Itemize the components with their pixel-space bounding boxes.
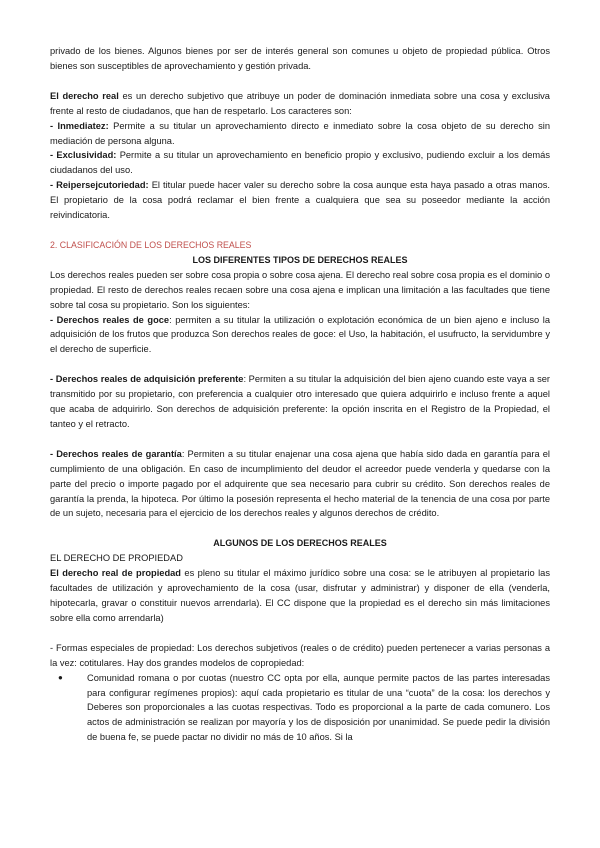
section-2-subtitle: LOS DIFERENTES TIPOS DE DERECHOS REALES <box>192 254 408 265</box>
section-3-title: ALGUNOS DE LOS DERECHOS REALES <box>213 538 387 549</box>
character-term: - Exclusividad: <box>50 150 117 161</box>
character-text: Permite a su titular un aprovechamiento en beneficio propio y exclusivo, pudiendo excluir a los demás ciudadanos del uso. <box>50 150 550 176</box>
special-forms-paragraph: - Formas especiales de propiedad: Los derechos subjetivos (reales o de crédito) pueden pertenecer a varias personas a la vez: cotitulares. Hay dos grandes modelos de copropiedad: <box>50 642 550 668</box>
section-2-intro: Los derechos reales pueden ser sobre cosa propia o sobre cosa ajena. El derecho real sobre cosa propia es el dominio o propiedad. El resto de derechos reales recaen sobre una cosa ajena e implican una limitación a las facultades que tiene sobre tal cosa su propietario. Son los siguientes: <box>50 269 550 310</box>
section-3-heading: EL DERECHO DE PROPIEDAD <box>50 553 183 564</box>
derecho-real-term: El derecho real <box>50 90 119 101</box>
character-text: Permite a su titular un aprovechamiento directo e inmediato sobre la cosa objeto de su derecho sin mediación de persona alguna. <box>50 120 551 146</box>
type-text: : Permiten a su titular la adquisición del bien ajeno cuando este vaya a ser transmitido por su propietario, con preferencia a cualquier otro interesado que quiera adquirirlo e incluso frente a aquel que acaba de adquirirlo. Son derechos de adquisición preferente: la opción inscrita en el Registro de la Propiedad, el tanteo y el retracto. <box>50 374 550 429</box>
type-goce <box>50 313 550 358</box>
type-text: : permiten a su titular la utilización o explotación económica de un bien ajeno e incluso la adquisición de los frutos que produzca Son derechos reales de goce: el Uso, la habitación, el usufructo, la servidumbre y el derecho de superficie. <box>50 314 550 355</box>
derecho-real-definition-text: es un derecho subjetivo que atribuye un poder de dominación inmediata sobre una cosa y exclusiva frente al resto de ciudadanos, que han de respetarlo. Los caracteres son: <box>50 90 550 116</box>
propiedad-term: El derecho real de propiedad <box>50 568 181 579</box>
type-term: - Derechos reales de garantía <box>50 448 182 459</box>
propiedad-definition <box>50 566 550 626</box>
section-2-title: 2. CLASIFICACIÓN DE LOS DERECHOS REALES <box>50 239 252 250</box>
type-adquisicion-preferente <box>50 372 550 432</box>
character-inmediatez <box>50 119 550 149</box>
list-item <box>58 671 550 746</box>
type-garantia <box>50 447 550 522</box>
list-item-text: Comunidad romana o por cuotas (nuestro CC opta por ella, aunque permite pactos de las partes interesadas para configurar regímenes propios): aquí cada propietario es titular de una “cuota” de la cosa: los derechos y Deberes son proporcionales a las cuotas respectivas. Todo es proporcional a la parte de cada comunero. Los actos de administración se realizan por mayoría y los de disposición por unanimidad. Se puede pedir la división de buena fe, se puede pactar no dividir no más de 10 años. Si la <box>87 672 550 743</box>
intro-paragraph: privado de los bienes. Algunos bienes por ser de interés general son comunes u objeto de propiedad pública. Otros bienes son susceptibles de aprovechamiento y gestión privada. <box>50 46 550 71</box>
type-text: : Permiten a su titular enajenar una cosa ajena que había sido dada en garantía para el cumplimiento de una obligación. En caso de incumplimiento del deudor el acreedor puede venderla y quedarse con la parte del precio o importe pagado por el adquirente que sea necesario para cubrir su crédito. Son derechos reales de garantía la prenda, la hipoteca. Por último la posesión representa el hecho material de la tenencia de una cosa por parte de un sujeto, necesaria para el ejercicio de los derechos reales y algunos derechos de crédito. <box>50 448 550 519</box>
propiedad-definition-text: es pleno su titular el máximo jurídico sobre una cosa: se le atribuyen al propietario las facultades de utilización y aprovechamiento de la cosa (usar, disfrutar y administrar) y disponer de ella (venderla, hipotecarla, gravar o constituir nuevos arrendarla). El CC dispone que la propiedad es el derecho sin más limitaciones sobre ella como arrendarla) <box>50 568 550 623</box>
derecho-real-definition <box>50 89 550 119</box>
character-reipersecutoriedad <box>50 178 550 223</box>
character-text: El titular puede hacer valer su derecho sobre la cosa aunque esta haya pasado a otras manos. El propietario de la cosa podrá reclamar el bien frente a cualquiera que sea su poseedor mediante la acción reivindicatoria. <box>50 180 550 221</box>
bullet-icon: ● <box>58 672 63 682</box>
copropiedad-list <box>50 671 550 746</box>
type-term: - Derechos reales de adquisición preferente <box>50 374 244 385</box>
type-term: - Derechos reales de goce <box>50 314 170 325</box>
character-term: - Reipersejcutoriedad: <box>50 180 149 191</box>
character-term: - Inmediatez: <box>50 120 109 131</box>
character-exclusividad <box>50 148 550 178</box>
